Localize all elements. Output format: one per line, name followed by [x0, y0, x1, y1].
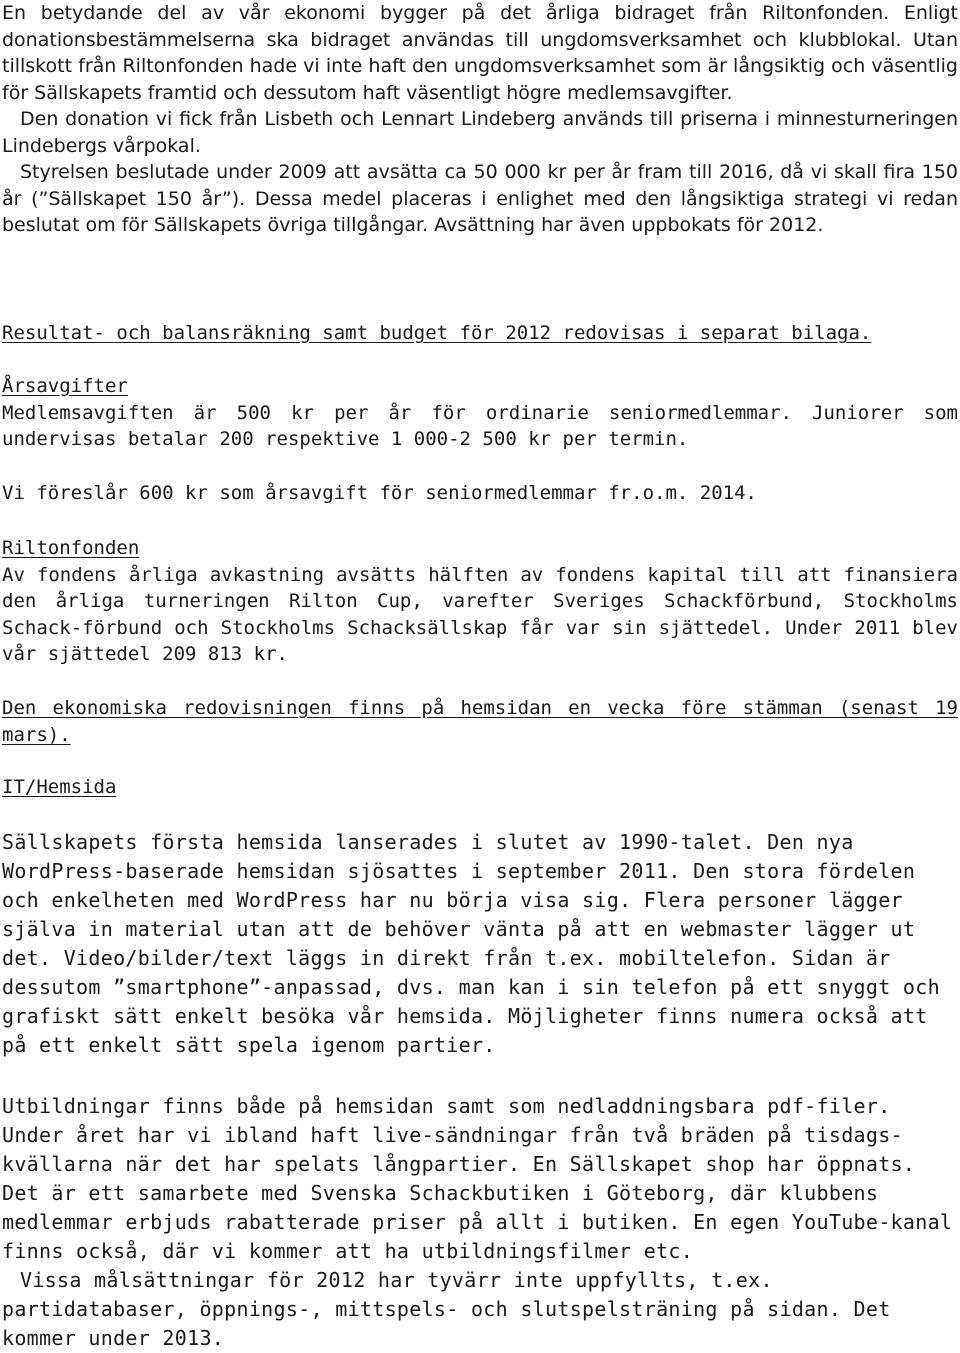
it-section [2, 828, 958, 1060]
intro-paragraph-lindeberg: Den donation vi fick från Lisbeth och Lennart Lindeberg används till priserna i minnesturneringen Lindebergs vårpokal. [2, 108, 958, 157]
report-note [2, 320, 958, 347]
intro-section [2, 0, 958, 239]
it-paragraph-goals: Vissa målsättningar för 2012 har tyvärr inte uppfyllts, t.ex. partidatabaser, öppnings-, mittspels- och slutspelsträning på sidan. Det kommer under 2013. [2, 1268, 891, 1350]
fees-proposal-text: Vi föreslår 600 kr som årsavgift för seniormedlemmar fr.o.m. 2014. [2, 482, 757, 504]
fees-section [2, 373, 958, 453]
it-heading: IT/Hemsida [2, 776, 117, 798]
it-heading-block [2, 774, 958, 801]
fees-text: Medlemsavgiften är 500 kr per år för ordinarie seniormedlemmar. Juniorer som undervisas betalar 200 respektive 1 000-2 500 kr per termin. [2, 401, 958, 450]
economic-note-text: Den ekonomiska redovisningen finns på hemsidan en vecka före stämman (senast 19 mars). [2, 697, 958, 746]
it-paragraph-website: Sällskapets första hemsida lanserades i slutet av 1990-talet. Den nya WordPress-baserade hemsidan sjösattes i september 2011. Den stora fördelen och enkelheten med WordPress har nu börja visa sig. Flera personer lägger själva in material utan att de behöver vänta på att en webmaster lägger ut det. Video/bilder/text läggs in direkt från t.ex. mobiltelefon. Sidan är dessutom ”smartphone”-anpassad, dvs. man kan i sin telefon på ett snyggt och grafiskt sätt enkelt besöka vår hemsida. Möjligheter finns numera också att på ett enkelt sätt spela igenom partier. [2, 830, 940, 1057]
fund-text: Av fondens årliga avkastning avsätts hälften av fondens kapital till att finansiera den årliga turneringen Rilton Cup, varefter Sveriges Schackförbund, Stockholms Schack-förbund och Stockholms Schacksällskap får var sin sjättedel. Under 2011 blev vår sjättedel 209 813 kr. [2, 563, 958, 665]
intro-paragraph-riltonfonden: En betydande del av vår ekonomi bygger på det årliga bidraget från Riltonfonden. Enligt donationsbestämmelserna ska bidraget användas till ungdomsverksamhet och klubblokal. Utan tillskott från Riltonfonden hade vi inte haft den ungdomsverksamhet som är långsiktig och väsentlig för Sällskapets framtid och dessutom haft väsentligt högre medlemsavgifter. [2, 2, 958, 104]
fund-heading: Riltonfonden [2, 537, 140, 559]
report-note-text: Resultat- och balansräkning samt budget för 2012 redovisas i separat bilaga. [2, 322, 872, 344]
economic-note [2, 695, 958, 748]
fees-proposal [2, 480, 958, 507]
it-paragraph-education: Utbildningar finns både på hemsidan samt som nedladdningsbara pdf-filer. Under året har vi ibland haft live-sändningar från två bräden på tisdags-kvällarna när det har spelats långpartier. En Sällskapet shop har öppnats. Det är ett samarbete med Svenska Schackbutiken i Göteborg, där klubbens medlemmar erbjuds rabatterade priser på allt i butiken. En egen YouTube-kanal finns också, där vi kommer att ha utbildningsfilmer etc. [2, 1094, 953, 1263]
it-section-2 [2, 1092, 958, 1353]
intro-paragraph-anniversary: Styrelsen beslutade under 2009 att avsätta ca 50 000 kr per år fram till 2016, då vi skall fira 150 år (”Sällskapet 150 år”). Dessa medel placeras i enlighet med den långsiktiga strategi vi redan beslutat om för Sällskapets övriga tillgångar. Avsättning har även uppbokats för 2012. [2, 161, 958, 236]
fund-section [2, 535, 958, 668]
fees-heading: Årsavgifter [2, 375, 128, 397]
